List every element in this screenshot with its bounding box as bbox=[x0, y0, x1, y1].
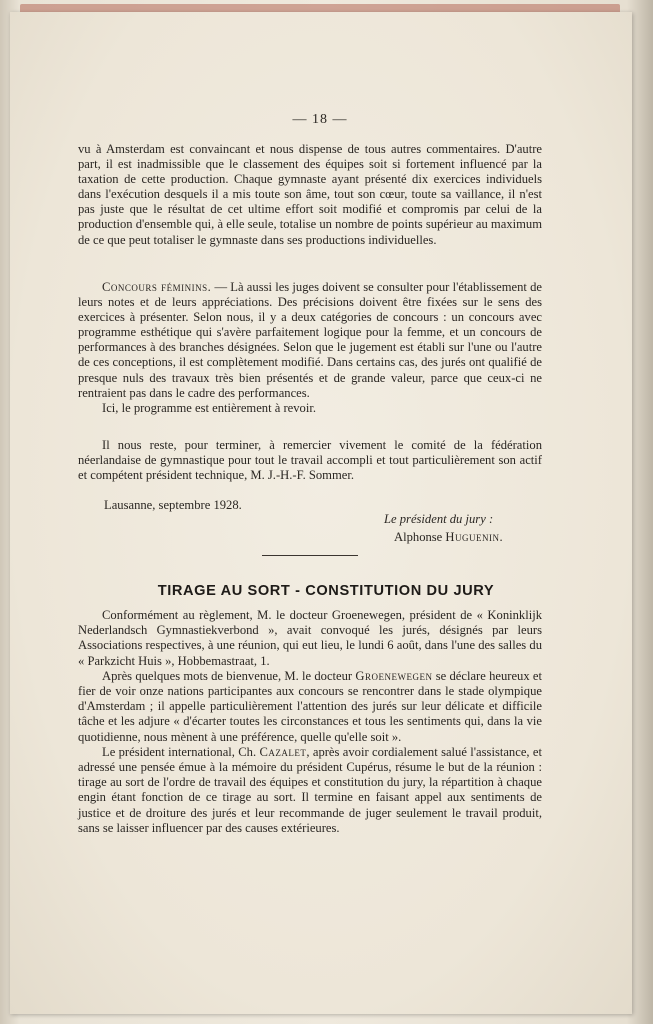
paragraph-4: Conformément au règlement, M. le docteur Groenewegen, président de « Koninklijk Nederlandsch Gymnastiekverbond », avait convoqué les jurés, désignés par leurs Associations respectives, à une réunion, qui eut lieu, le lundi 6 août, dans l'une des salles du « Parkzicht Huis », Hobbemastraat, 1. bbox=[78, 608, 542, 668]
section-heading: TIRAGE AU SORT - CONSTITUTION DU JURY bbox=[157, 583, 495, 599]
paragraph-1: vu à Amsterdam est convaincant et nous dispense de tous autres commentaires. D'autre part, il est inadmissible que le classement des équipes soit si fortement influencé par la taxation de cette production. Chaque gymnaste ayant présenté dix exercices individuels dans l'exécution desquels il a mis toute son âme, tout son cœur, toute sa vaillance, il n'est pas juste que le résultat de cet ultime effort soit modifié et compromis par celui de la production d'ensemble qui, à elle seule, totalise un nombre de points supérieur au maximum de ce que peut totaliser le gymnaste dans ses productions individuelles. bbox=[78, 142, 542, 247]
paragraph-2-note: Ici, le programme est entièrement à revoir. bbox=[102, 400, 317, 415]
paragraph-5-name: Groenewegen bbox=[355, 668, 433, 683]
paragraph-6-a: Le président international, Ch. bbox=[102, 744, 260, 759]
paragraph-5-a: Après quelques mots de bienvenue, M. le docteur bbox=[102, 668, 356, 683]
page-number: — 18 — bbox=[292, 112, 348, 127]
section-lead: Concours féminins. bbox=[102, 280, 212, 294]
section-divider bbox=[262, 555, 358, 556]
signature-last-name: Huguenin. bbox=[445, 530, 504, 544]
paragraph-6-name: Cazalet bbox=[259, 744, 307, 759]
signature-first-name: Alphonse bbox=[394, 530, 446, 544]
paragraph-2-text: — Là aussi les juges doivent se consulter pour l'établissement de leurs notes et de leurs appréciations. Des précisions doivent être fixées sur le sens des exercices à présenter. Selon nous, il y a deux catégories de concours : un concours avec programme esthétique qui s'avère parfaitement logique pour la femme, et un concours de performances à des branches désignées. Selon que le jugement est établi sur l'une ou l'autre de ces conceptions, il est complètement modifié. Dans certains cas, des jurés ont qualifié de presque nuls des travaux très bien présentés et de grande valeur, parce que ceux-ci ne rentraient pas dans le cadre des performances. bbox=[78, 280, 542, 400]
paragraph-5 bbox=[78, 669, 542, 745]
section-body bbox=[78, 608, 542, 836]
paragraph-2 bbox=[78, 280, 542, 416]
paragraph-5-b: se déclare heureux et fier de voir onze nations participantes aux concours se rencontrer dans le stade olympique d'Amsterdam ; il appelle particulièrement l'attention des jurés sur leur délicate et difficile tâche et les adjure « d'écarter toutes les circonstances et tous les sentiments qui, dans la vie quotidienne, nous mènent à une préférence, quelle qu'elle soit ». bbox=[78, 668, 542, 744]
place-date: Lausanne, septembre 1928. bbox=[104, 498, 242, 512]
signature-name bbox=[394, 530, 503, 545]
paragraph-3: Il nous reste, pour terminer, à remercier vivement le comité de la fédération néerlandaise de gymnastique pour tout le travail accompli et tout particulièrement son actif et compétent président technique, M. J.-H.-F. Sommer. bbox=[78, 438, 542, 483]
paragraph-6-b: , après avoir cordialement salué l'assistance, et adressé une pensée émue à la mémoire du président Cupérus, résume le but de la réunion : tirage au sort de l'ordre de travail des équipes et constitution du jury, la répartition à chaque engin étant fonction de ce tirage au sort. Il termine en faisant appel aux sentiments de justice et de droiture des jurés et leur recommande de juger seulement le travail produit, sans se laisser influencer par des causes extérieures. bbox=[78, 744, 542, 835]
signature-title: Le président du jury : bbox=[384, 512, 494, 526]
paragraph-6 bbox=[78, 745, 542, 836]
